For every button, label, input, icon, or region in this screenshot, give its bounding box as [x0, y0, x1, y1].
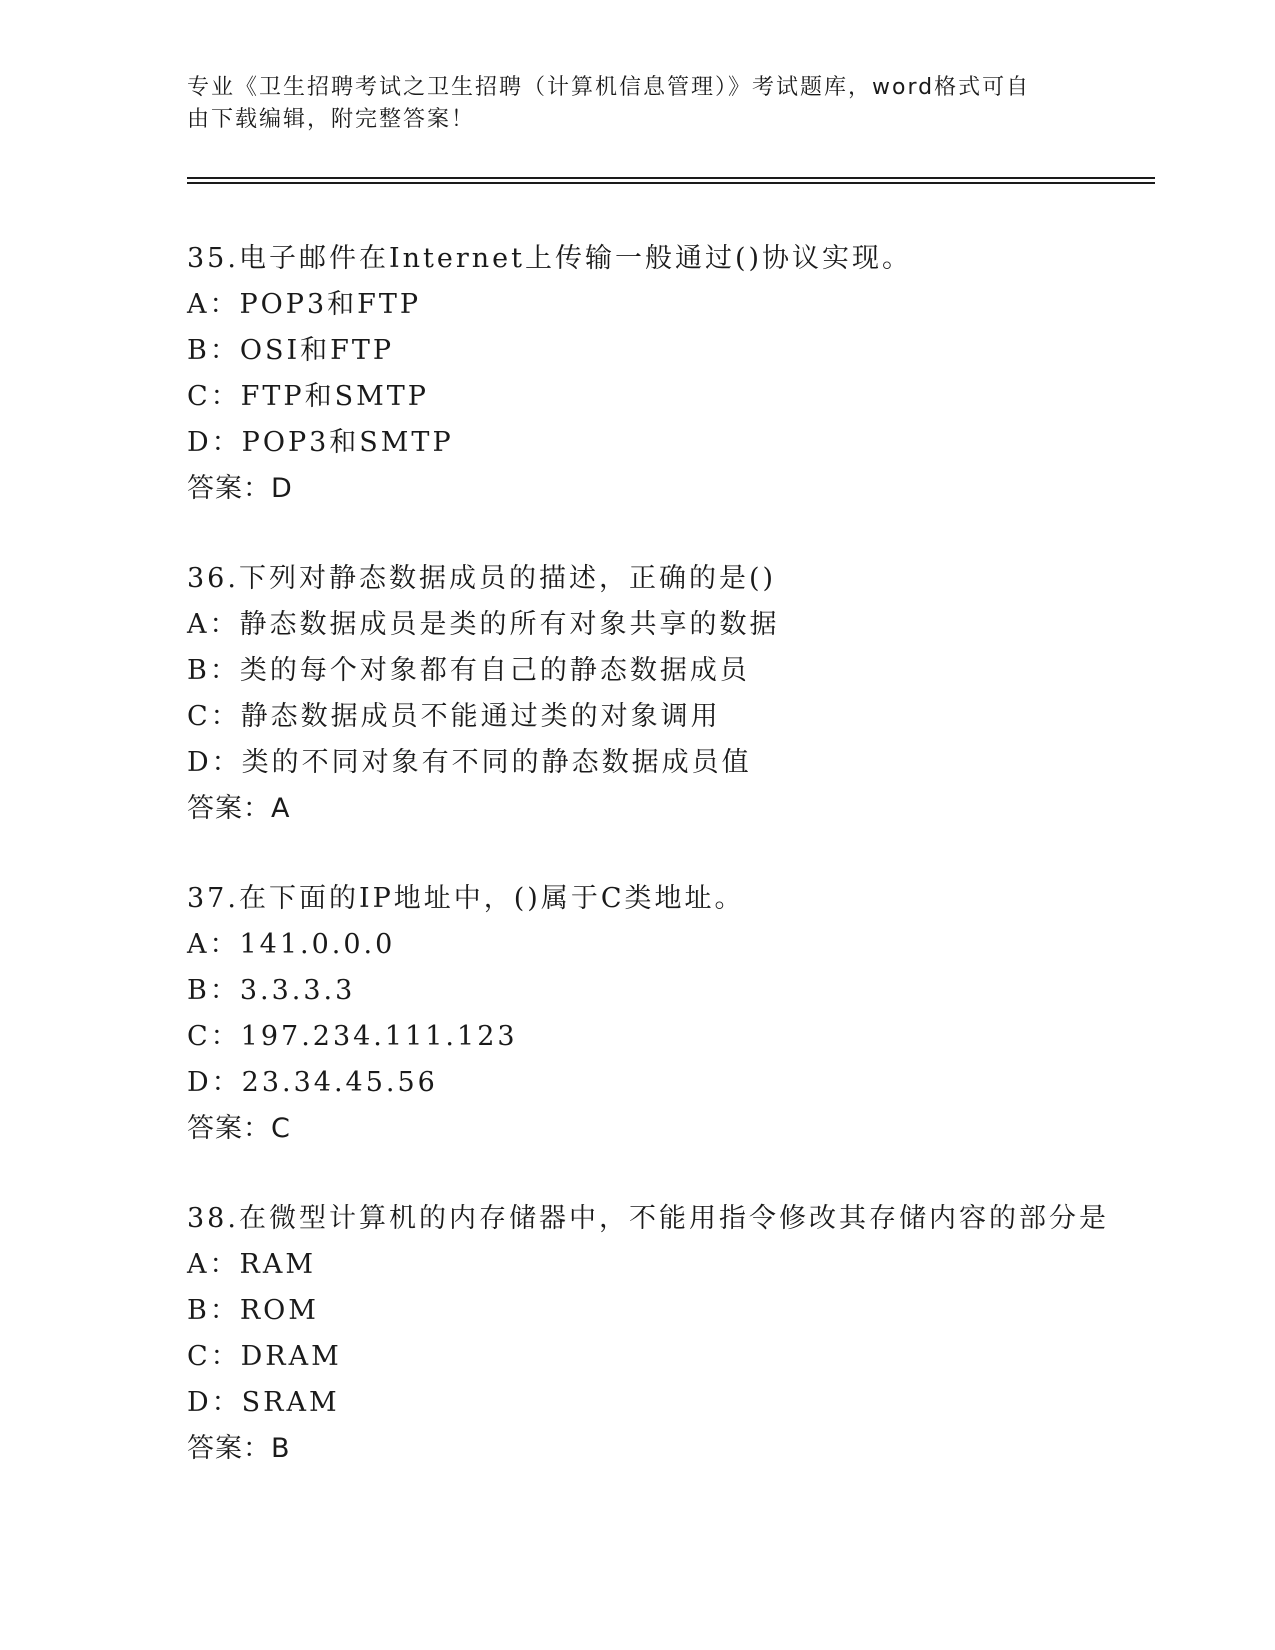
option-c: C：197.234.111.123: [187, 1021, 518, 1052]
document-header: [187, 72, 1067, 136]
question-stem: 37.在下面的IP地址中，()属于C类地址。: [187, 883, 745, 914]
question-stem: 36.下列对静态数据成员的描述，正确的是(): [187, 563, 777, 594]
question-stem: 38.在微型计算机的内存储器中，不能用指令修改其存储内容的部分是: [187, 1203, 1109, 1234]
header-line-1: 专业《卫生招聘考试之卫生招聘（计算机信息管理）》考试题库，word格式可自: [187, 75, 1031, 100]
answer-line: 答案：D: [187, 473, 293, 504]
option-b: B：OSI和FTP: [187, 335, 395, 366]
option-c: C：静态数据成员不能通过类的对象调用: [187, 701, 721, 732]
question-stem: 35.电子邮件在Internet上传输一般通过()协议实现。: [187, 243, 913, 274]
option-d: D：23.34.45.56: [187, 1067, 438, 1098]
question-35: [187, 236, 1187, 512]
header-divider-top: [187, 177, 1155, 179]
option-a: A：静态数据成员是类的所有对象共享的数据: [187, 609, 780, 640]
option-a: A：POP3和FTP: [187, 289, 422, 320]
option-b: B：3.3.3.3: [187, 975, 356, 1006]
option-a: A：RAM: [187, 1249, 316, 1280]
answer-line: 答案：B: [187, 1433, 291, 1464]
option-c: C：DRAM: [187, 1341, 342, 1372]
question-37: [187, 876, 1187, 1152]
question-38: [187, 1196, 1187, 1472]
option-b: B：ROM: [187, 1295, 319, 1326]
option-c: C：FTP和SMTP: [187, 381, 429, 412]
answer-line: 答案：A: [187, 793, 291, 824]
option-d: D：类的不同对象有不同的静态数据成员值: [187, 747, 752, 778]
option-a: A：141.0.0.0: [187, 929, 396, 960]
answer-line: 答案：C: [187, 1113, 291, 1144]
question-36: [187, 556, 1187, 832]
option-d: D：POP3和SMTP: [187, 427, 454, 458]
header-divider-bottom: [187, 182, 1155, 184]
header-line-2: 由下载编辑，附完整答案！: [187, 107, 476, 132]
option-b: B：类的每个对象都有自己的静态数据成员: [187, 655, 750, 686]
option-d: D：SRAM: [187, 1387, 340, 1418]
